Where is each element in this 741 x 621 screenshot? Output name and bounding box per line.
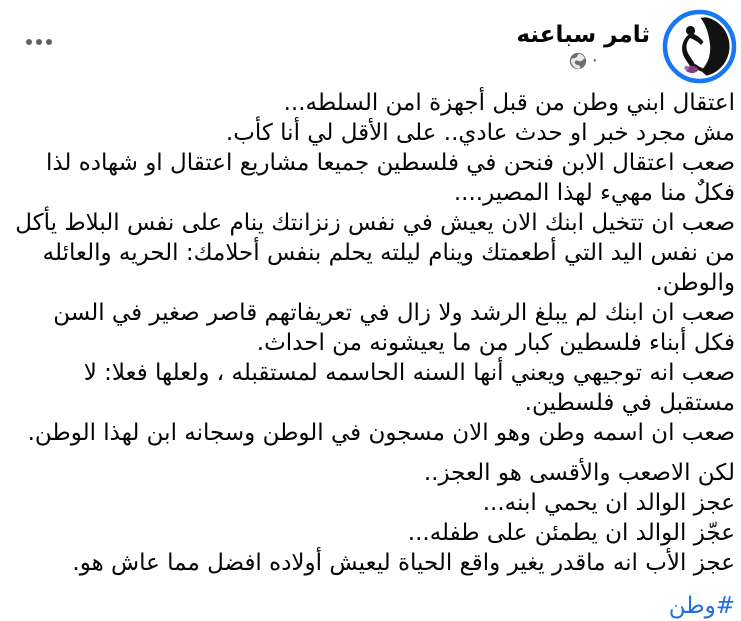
post-paragraph: صعب اعتقال الابن فنحن في فلسطين جميعا مشاريع اعتقال او شهاده لذا فكلٌ منا مهيء لهذا المصير.... xyxy=(45,150,735,206)
post-paragraph: صعب ان تتخيل ابنك الان يعيش في نفس زنزانتك ينام على نفس البلاط يأكل من نفس اليد التي أطعمتك وينام ليلته يحلم بنفس أحلامك: الحريه والعائله والوطن. xyxy=(15,210,735,296)
ellipsis-dot xyxy=(26,39,32,45)
post-paragraph: عجّز الوالد ان يطمئن على طفله... xyxy=(407,520,735,546)
post-paragraph: لكن الاصعب والأقسى هو العجز.. xyxy=(423,460,735,486)
post-paragraph: صعب ان ابنك لم يبلغ الرشد ولا زال في تعريفاتهم قاصر صغير في السن فكل أبناء فلسطين كبار من ما يعيشونه من احداث. xyxy=(53,300,735,356)
post-paragraph: عجز الأب انه ماقدر يغير واقع الحياة ليعيش أولاده افضل مما عاش هو. xyxy=(72,550,735,576)
post-paragraph: عجز الوالد ان يحمي ابنه... xyxy=(482,490,735,516)
profile-name[interactable]: ثامر سباعنه xyxy=(516,22,650,48)
more-options-button[interactable] xyxy=(22,35,56,49)
ellipsis-dot xyxy=(46,39,52,45)
post-paragraph: صعب انه توجيهي ويعني أنها السنه الحاسمه لمستقبله ، ولعلها فعلا: لا مستقبل في فلسطين. xyxy=(83,360,735,416)
meta-separator: · xyxy=(591,50,598,72)
post-header xyxy=(0,0,741,84)
hashtag-link[interactable]: #وطن xyxy=(668,593,735,619)
post-paragraph: صعب ان اسمه وطن وهو الان مسجون في الوطن وسجانه ابن لهذا الوطن. xyxy=(27,420,735,446)
profile-info xyxy=(516,22,650,70)
avatar-image xyxy=(662,9,737,84)
post-meta xyxy=(516,52,650,70)
post-body xyxy=(0,84,741,621)
ellipsis-dot xyxy=(36,39,42,45)
globe-privacy-icon xyxy=(569,52,587,70)
post-paragraph: اعتقال ابني وطن من قبل أجهزة امن السلطه... xyxy=(283,90,735,116)
post-paragraph: مش مجرد خبر او حدث عادي.. على الأقل لي أنا كأب. xyxy=(225,120,735,146)
avatar[interactable] xyxy=(662,9,737,84)
